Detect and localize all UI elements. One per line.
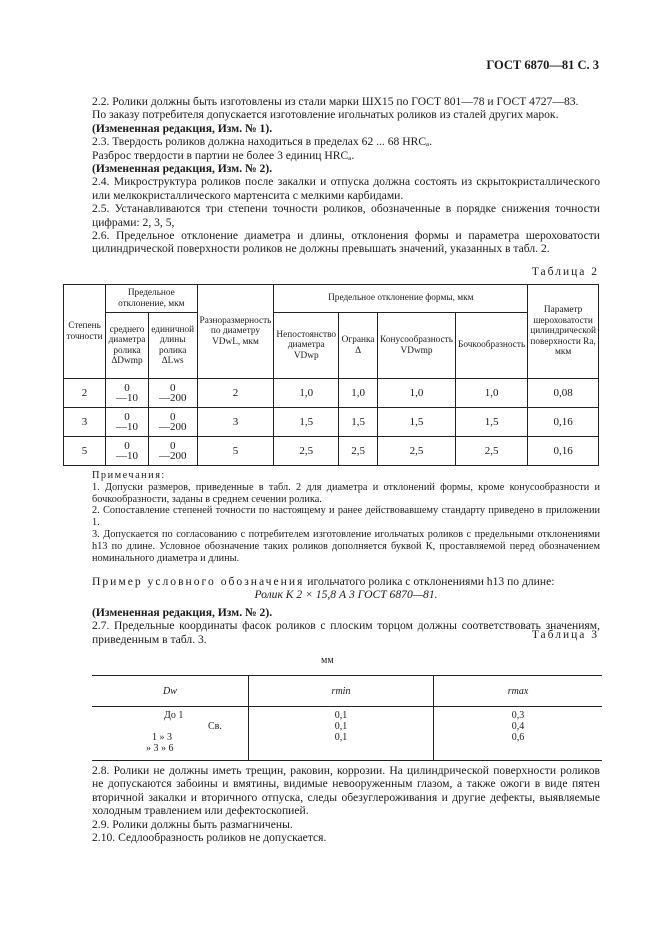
t2-h-len: единичной длины ролика ΔLws (148, 313, 197, 379)
t3-dw-3: » 3 » 6 (146, 743, 174, 754)
table-3 (92, 675, 602, 761)
t2-cell-rough: 0,16 (528, 408, 599, 437)
t2-h-diam: среднего диаметра ролика ΔDwmp (106, 313, 149, 379)
section-top (92, 95, 600, 256)
t2-cell-barrel: 2,5 (455, 437, 527, 466)
para-2-3: 2.3. Твердость роликов должна находиться в пределах 62 ... 68 HRCₐ. (92, 135, 433, 149)
t2-cell-size: 5 (197, 437, 274, 466)
page-header: ГОСТ 6870—81 С. 3 (486, 58, 599, 72)
t2-cell-diam (106, 379, 149, 408)
t2-cell-cone: 1,5 (378, 408, 456, 437)
t2-cell-len-l2: —200 (158, 450, 187, 462)
note-1: 1. Допуски размеров, приведенные в табл. 2 для диаметра и отклонений формы, кроме конусообразности и бочкообразности, заданы в среднем сечении ролика. (92, 481, 600, 505)
t2-cell-degree: 5 (64, 437, 106, 466)
table-2 (63, 284, 599, 466)
t2-cell-diam-d2: —10 (115, 421, 138, 433)
t2-cell-diam-d1: 0 (124, 410, 130, 423)
notes-title: Примечания: (92, 470, 166, 481)
t2-cell-rough: 0,16 (528, 437, 599, 466)
para-2-9: 2.9. Ролики должны быть размагничены. (92, 817, 293, 831)
t2-cell-len (148, 379, 197, 408)
t3-rmax-1: 0,4 (511, 721, 525, 732)
t3-h-dw: Dw (92, 676, 249, 707)
para-2-7: 2.7. Предельные координаты фасок роликов с плоским торцом должны соответствовать значениям, приведенным в табл. 3. (92, 619, 600, 646)
t2-cell-nonconst: 1,5 (274, 408, 339, 437)
t2-cell-cone: 2,5 (378, 437, 456, 466)
t3-dw-2: 1 » 3 (152, 732, 172, 743)
para-2-3-b: Разброс твердости в партии не более 3 единиц HRCₐ. (92, 148, 355, 162)
t2-cell-nonconst: 2,5 (274, 437, 339, 466)
t2-cell-barrel: 1,0 (455, 379, 527, 408)
para-2-4: 2.4. Микроструктура роликов после закалки и отпуска должна состоять из скрытокристаллического или мелкокристаллического мартенсита с мелкими карбидами. (92, 175, 600, 202)
t2-cell-round: 2,5 (339, 437, 378, 466)
t3-rmax-2: 0,6 (511, 732, 525, 743)
t2-cell-len-l1: 0 (169, 439, 176, 452)
t2-cell-len (148, 437, 197, 466)
t2-cell-size: 3 (197, 408, 274, 437)
t2-h-degree: Степень точности (64, 285, 106, 379)
t2-cell-degree: 3 (64, 408, 106, 437)
para-2-5: 2.5. Устанавливаются три степени точности роликов, обозначенные в порядке снижения точности цифрами: 2, 3, 5, (92, 202, 600, 229)
table2-caption: Таблица 2 (531, 266, 599, 278)
t2-h-size: Разноразмерность по диаметру VDwL, мкм (197, 285, 274, 379)
t2-cell-barrel: 1,5 (455, 408, 527, 437)
section-middle (92, 575, 600, 646)
t3-rmin-2: 0,1 (334, 732, 348, 743)
t2-row (64, 379, 599, 408)
section-bottom (92, 764, 600, 844)
edit-note-3: (Измененная редакция, Изм. № 2). (92, 605, 273, 619)
example-code: Ролик К 2 × 15,8 А 3 ГОСТ 6870—81. (254, 588, 438, 602)
para-2-8: 2.8. Ролики не должны иметь трещин, раковин, коррозии. На цилиндрической поверхности роликов не допускаются забоины и вмятины, видимые невооруженным глазом, а также ожоги в виде пятен вторичной закалки и вторичного отпуска, следы обезуглероживания и другие дефекты, выявляемые холодным травлением или дефектоскопией. (92, 764, 600, 818)
t2-cell-diam-d1: 0 (124, 439, 130, 452)
notes-block (92, 470, 600, 564)
t2-h-barrel: Бочкообразность (455, 313, 527, 379)
t2-cell-round: 1,0 (339, 379, 378, 408)
t3-rmin-cell (249, 707, 434, 761)
t2-row (64, 408, 599, 437)
example-line (92, 575, 600, 588)
t3-dw-1: Св. (208, 721, 222, 732)
t2-h-cone: Конусообразность VDwmp (378, 313, 456, 379)
t2-cell-size: 2 (197, 379, 274, 408)
t2-cell-len-l2: —200 (158, 392, 187, 404)
t2-cell-diam (106, 408, 149, 437)
t2-h-nonconst: Непостоянство диаметра VDwp (274, 313, 339, 379)
t2-h-limit: Предельное отклонение, мкм (106, 285, 197, 313)
t2-cell-len-l1: 0 (169, 381, 176, 394)
t3-dw-cell (92, 707, 249, 761)
t2-cell-len-l2: —200 (158, 421, 187, 433)
table3-unit: мм (321, 655, 334, 666)
t2-h-round: Огранка Δ (339, 313, 378, 379)
t2-cell-round: 1,5 (339, 408, 378, 437)
t3-rmax-cell (434, 707, 603, 761)
example-label: Пример условного обозначения (92, 575, 305, 588)
t2-cell-cone: 1,0 (378, 379, 456, 408)
t2-cell-rough: 0,08 (528, 379, 599, 408)
t2-cell-nonconst: 1,0 (274, 379, 339, 408)
para-2-10: 2.10. Седлообразность роликов не допускается. (92, 831, 327, 845)
note-3: 3. Допускается по согласованию с потребителем изготовление игольчатых роликов с предельными отклонениями h13 по длине. Условное обозначение таких роликов дополняется буквой К, проставляемой перед обозначением номинального диаметра и длины. (92, 528, 600, 564)
t2-cell-degree: 2 (64, 379, 106, 408)
t2-h-form: Предельное отклонение формы, мкм (274, 285, 528, 313)
t3-rmax-0: 0,3 (511, 710, 525, 721)
table3-caption: Таблица 3 (531, 629, 599, 641)
para-2-6: 2.6. Предельное отклонение диаметра и длины, отклонения формы и параметра шероховатости цилиндрической поверхности роликов не должны превышать значений, указанных в табл. 2. (92, 229, 600, 256)
t2-cell-diam-d2: —10 (115, 450, 138, 462)
t3-rmin-1: 0,1 (334, 721, 348, 732)
t2-h-rough: Параметр шероховатости цилиндрической поверхности Ra, мкм (528, 285, 599, 379)
para-2-2-b: По заказу потребителя допускается изготовление игольчатых роликов из сталей других марок. (92, 108, 559, 122)
t3-h-rmin: rmin (249, 676, 434, 707)
t2-cell-len (148, 408, 197, 437)
t3-h-rmax: rmax (434, 676, 603, 707)
t3-rmin-0: 0,1 (334, 710, 348, 721)
example-rest: игольчатого ролика с отклонениями h13 по длине: (304, 575, 555, 588)
t2-cell-diam-d2: —10 (115, 392, 138, 404)
para-2-2: 2.2. Ролики должны быть изготовлены из стали марки ШХ15 по ГОСТ 801—78 и ГОСТ 4727—83. (92, 95, 579, 108)
t2-cell-diam-d1: 0 (124, 381, 130, 394)
t2-cell-len-l1: 0 (169, 410, 176, 423)
edit-note-2: (Измененная редакция, Изм. № 2). (92, 162, 273, 176)
t2-cell-diam (106, 437, 149, 466)
note-2: 2. Сопоставление степеней точности по настоящему и ранее действовавшему стандарту приведено в приложении 1. (92, 505, 600, 529)
t3-dw-0: До 1 (164, 710, 184, 721)
edit-note-1: (Измененная редакция, Изм. № 1). (92, 121, 273, 135)
t2-row (64, 437, 599, 466)
